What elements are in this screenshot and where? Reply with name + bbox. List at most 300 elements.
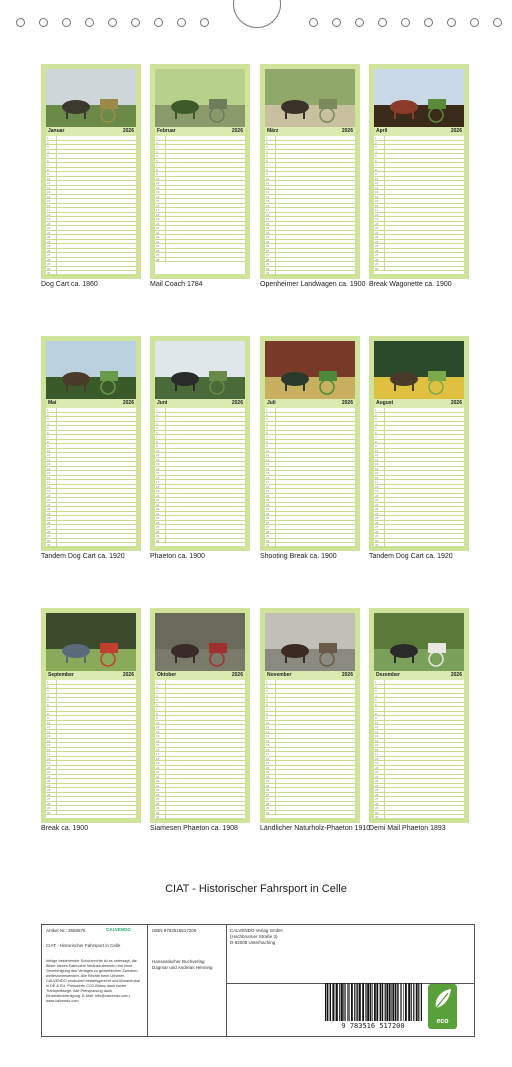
calvendo-address-1: CALVENDO Verlag GmbH	[230, 928, 283, 933]
day-number: 11	[47, 181, 51, 185]
day-number: 14	[47, 738, 51, 743]
month-year: 2026	[341, 672, 353, 678]
day-number: 7	[266, 435, 268, 439]
day-number: 19	[156, 217, 160, 221]
month-name: Dezember	[376, 672, 400, 678]
binding-hole	[39, 18, 48, 27]
day-number: 24	[266, 239, 270, 244]
day-number: 10	[47, 448, 51, 453]
month-header	[46, 127, 136, 136]
day-number: 9	[47, 172, 49, 176]
day-number: 16	[266, 747, 270, 752]
day-number: 27	[266, 797, 270, 801]
day-number: 8	[375, 711, 377, 716]
day-number: 13	[266, 462, 270, 466]
month-caption: Demi Mail Phaeton 1893	[369, 825, 446, 832]
month-caption: Dog Cart ca. 1860	[41, 281, 98, 288]
month-photo	[374, 341, 464, 399]
day-number: 13	[375, 734, 379, 738]
day-number: 21	[266, 770, 270, 774]
month-photo	[374, 69, 464, 127]
day-number: 5	[47, 426, 49, 430]
day-grid	[155, 680, 245, 818]
month-name: September	[48, 672, 74, 678]
day-number: 20	[47, 221, 51, 226]
day-number: 27	[375, 525, 379, 529]
day-number: 19	[375, 217, 379, 221]
day-number: 12	[156, 729, 160, 734]
day-number: 29	[47, 262, 51, 266]
binding-hole	[177, 18, 186, 27]
month-panel	[150, 64, 250, 279]
day-number: 7	[266, 163, 268, 167]
day-number: 15	[375, 199, 379, 203]
day-number: 1	[266, 408, 268, 412]
month-header	[265, 399, 355, 408]
month-year: 2026	[231, 400, 243, 406]
day-number: 21	[266, 498, 270, 502]
day-number: 3	[375, 417, 377, 421]
day-number: 25	[47, 788, 51, 792]
eco-label: eco	[436, 1018, 449, 1025]
day-number: 10	[266, 720, 270, 725]
day-number: 13	[375, 462, 379, 466]
day-number: 30	[47, 266, 51, 271]
day-number: 26	[156, 520, 160, 525]
calvendo-address-2: (Hochbrunner Straße 3)	[230, 934, 278, 939]
month-panel	[260, 64, 360, 279]
day-number: 20	[156, 221, 160, 226]
day-number: 23	[266, 235, 270, 239]
day-number: 22	[375, 774, 379, 779]
day-number: 15	[47, 471, 51, 475]
day-number: 24	[156, 511, 160, 516]
month-header	[155, 127, 245, 136]
day-number: 1	[156, 136, 158, 140]
eco-badge	[428, 984, 457, 1029]
day-grid	[155, 408, 245, 546]
authors: Dagmar und Andreas Henning	[152, 965, 213, 970]
month-photo	[155, 341, 245, 399]
info-middle-column	[148, 925, 227, 1036]
day-number: 4	[156, 421, 158, 426]
day-number: 22	[47, 502, 51, 507]
day-number: 5	[375, 698, 377, 702]
day-number: 2	[266, 684, 268, 689]
month-name: April	[376, 128, 388, 134]
day-number: 11	[156, 725, 160, 729]
day-number: 4	[266, 421, 268, 426]
day-number: 30	[375, 538, 379, 543]
day-number: 1	[156, 408, 158, 412]
day-number: 5	[47, 154, 49, 158]
day-number: 19	[47, 489, 51, 493]
day-number: 5	[266, 154, 268, 158]
day-number: 10	[266, 448, 270, 453]
day-number: 28	[266, 801, 270, 806]
day-number: 24	[47, 511, 51, 516]
barcode	[323, 983, 423, 1023]
day-number: 20	[266, 221, 270, 226]
day-number: 6	[47, 430, 49, 435]
day-number: 12	[156, 457, 160, 462]
day-number: 21	[266, 226, 270, 230]
day-number: 28	[47, 529, 51, 534]
day-number: 15	[156, 471, 160, 475]
legal-text: Infolge bestehender Schutzrechte ist es untersagt, die Bilder dieses Kalenders herauszutrennen und ohne Genehmigung des Verlages zu gewerblichen Zwecken weiterzuverwenden. Alle Rechte beim Urheber. CALVENDO produziert bedarfsgerecht und klimaneutral in DE & EU. Preiswerte CO2-Bilanz dank kurzer Transportwege. Alle Preisplanung dank Einzelstückfertigung. E-Mail: info@calvendo.com | www.calvendo.com	[46, 959, 140, 1003]
day-number: 8	[47, 167, 49, 172]
day-number: 8	[156, 439, 158, 444]
day-number: 1	[156, 680, 158, 684]
month-panel	[41, 608, 141, 823]
day-number: 13	[47, 462, 51, 466]
month-header	[155, 671, 245, 680]
day-number: 30	[156, 810, 160, 815]
month-name: Juli	[267, 400, 276, 406]
day-number: 26	[375, 248, 379, 253]
binding-hole	[62, 18, 71, 27]
isbn: ISBN 9783516517200	[152, 928, 197, 933]
day-number: 1	[375, 136, 377, 140]
day-row	[46, 543, 136, 548]
day-grid	[155, 136, 245, 274]
day-number: 13	[156, 190, 160, 194]
month-photo	[155, 69, 245, 127]
day-grid	[265, 680, 355, 818]
day-number: 30	[266, 266, 270, 271]
month-panel	[150, 608, 250, 823]
day-number: 7	[375, 707, 377, 711]
day-number: 16	[47, 203, 51, 208]
day-number: 13	[47, 190, 51, 194]
month-name: Mai	[48, 400, 57, 406]
month-panel	[369, 64, 469, 279]
day-number: 23	[375, 235, 379, 239]
day-number: 13	[156, 734, 160, 738]
binding-hole	[355, 18, 364, 27]
day-number: 18	[375, 484, 379, 489]
day-number: 17	[266, 480, 270, 484]
day-number: 21	[156, 498, 160, 502]
day-number: 4	[375, 149, 377, 154]
day-number: 23	[375, 507, 379, 511]
day-number: 1	[375, 408, 377, 412]
day-number: 21	[375, 770, 379, 774]
day-number: 25	[266, 788, 270, 792]
day-number: 12	[375, 729, 379, 734]
day-number: 23	[47, 507, 51, 511]
month-name: Oktober	[157, 672, 177, 678]
day-number: 4	[266, 693, 268, 698]
month-caption: Tandem Dog Cart ca. 1920	[369, 553, 453, 560]
day-number: 23	[47, 235, 51, 239]
month-caption: Mail Coach 1784	[150, 281, 203, 288]
day-number: 9	[156, 172, 158, 176]
day-number: 17	[47, 208, 51, 212]
month-year: 2026	[450, 128, 462, 134]
day-grid	[374, 680, 464, 818]
month-photo	[374, 613, 464, 671]
day-number: 20	[156, 493, 160, 498]
day-number: 14	[47, 194, 51, 199]
day-number: 8	[156, 711, 158, 716]
day-number: 30	[156, 538, 160, 543]
day-number: 8	[47, 439, 49, 444]
day-number: 19	[266, 489, 270, 493]
day-number: 22	[156, 502, 160, 507]
day-number: 25	[375, 788, 379, 792]
day-number: 8	[266, 711, 268, 716]
day-number: 9	[156, 444, 158, 448]
day-number: 24	[156, 239, 160, 244]
day-number: 30	[266, 810, 270, 815]
day-number: 30	[266, 538, 270, 543]
day-number: 26	[375, 792, 379, 797]
day-number: 11	[156, 453, 160, 457]
day-number: 27	[375, 253, 379, 257]
day-number: 8	[266, 167, 268, 172]
day-number: 24	[375, 783, 379, 788]
binding-hole	[401, 18, 410, 27]
day-number: 12	[47, 729, 51, 734]
binding-hole	[85, 18, 94, 27]
day-number: 16	[375, 747, 379, 752]
day-number: 22	[266, 230, 270, 235]
day-number: 25	[375, 244, 379, 248]
day-number: 20	[156, 765, 160, 770]
month-name: August	[376, 400, 394, 406]
day-number: 12	[266, 457, 270, 462]
month-panel	[41, 64, 141, 279]
day-number: 3	[156, 689, 158, 693]
day-number: 8	[156, 167, 158, 172]
day-number: 31	[156, 815, 160, 819]
day-number: 23	[156, 779, 160, 783]
day-number: 2	[47, 684, 49, 689]
day-number: 12	[375, 185, 379, 190]
day-number: 7	[47, 707, 49, 711]
binding-hole	[493, 18, 502, 27]
month-header	[46, 399, 136, 408]
day-number: 15	[47, 199, 51, 203]
day-number: 20	[375, 765, 379, 770]
month-panel	[150, 336, 250, 551]
day-number: 9	[266, 444, 268, 448]
day-number: 17	[156, 752, 160, 756]
binding-hole	[470, 18, 479, 27]
day-number: 12	[266, 185, 270, 190]
day-number: 6	[156, 702, 158, 707]
day-number: 25	[266, 516, 270, 520]
day-number: 17	[156, 480, 160, 484]
day-row	[374, 815, 464, 820]
day-number: 17	[375, 480, 379, 484]
day-number: 17	[266, 752, 270, 756]
day-number: 6	[156, 158, 158, 163]
month-header	[46, 671, 136, 680]
day-number: 27	[47, 797, 51, 801]
day-number: 11	[375, 725, 379, 729]
month-photo	[46, 341, 136, 399]
binding-hole	[309, 18, 318, 27]
month-panel	[369, 608, 469, 823]
day-number: 25	[375, 516, 379, 520]
day-number: 9	[375, 444, 377, 448]
day-number: 28	[375, 801, 379, 806]
day-grid	[46, 408, 136, 546]
day-number: 26	[266, 248, 270, 253]
day-number: 28	[156, 529, 160, 534]
month-photo	[265, 69, 355, 127]
day-number: 26	[47, 792, 51, 797]
month-name: Januar	[48, 128, 65, 134]
day-number: 30	[375, 810, 379, 815]
day-number: 28	[156, 801, 160, 806]
day-number: 16	[375, 203, 379, 208]
day-number: 6	[266, 158, 268, 163]
day-number: 11	[156, 181, 160, 185]
month-header	[155, 399, 245, 408]
day-number: 3	[47, 417, 49, 421]
day-number: 30	[47, 538, 51, 543]
day-number: 20	[266, 493, 270, 498]
month-name: März	[267, 128, 279, 134]
day-number: 15	[156, 199, 160, 203]
day-number: 7	[156, 707, 158, 711]
day-number: 20	[47, 493, 51, 498]
day-number: 16	[266, 203, 270, 208]
day-number: 3	[266, 417, 268, 421]
day-number: 29	[266, 534, 270, 538]
month-year: 2026	[122, 672, 134, 678]
day-number: 9	[47, 444, 49, 448]
day-grid	[46, 136, 136, 274]
day-number: 1	[47, 408, 49, 412]
day-number: 21	[375, 226, 379, 230]
day-number: 19	[156, 489, 160, 493]
day-number: 4	[47, 149, 49, 154]
day-number: 31	[266, 271, 270, 275]
day-number: 3	[156, 417, 158, 421]
day-number: 18	[375, 756, 379, 761]
month-photo	[46, 613, 136, 671]
month-panel	[369, 336, 469, 551]
day-number: 2	[266, 140, 268, 145]
day-row	[265, 271, 355, 276]
day-number: 23	[266, 507, 270, 511]
day-number: 14	[156, 466, 160, 471]
day-number: 10	[156, 448, 160, 453]
day-grid	[46, 680, 136, 818]
day-number: 11	[47, 453, 51, 457]
day-number: 2	[156, 140, 158, 145]
day-number: 27	[156, 797, 160, 801]
day-row	[265, 543, 355, 548]
day-grid	[374, 136, 464, 274]
month-year: 2026	[122, 128, 134, 134]
day-number: 24	[47, 239, 51, 244]
day-number: 24	[266, 511, 270, 516]
day-number: 23	[266, 779, 270, 783]
day-number: 5	[156, 426, 158, 430]
day-number: 24	[156, 783, 160, 788]
day-number: 3	[266, 145, 268, 149]
day-number: 13	[266, 190, 270, 194]
day-number: 6	[47, 702, 49, 707]
month-year: 2026	[231, 128, 243, 134]
day-number: 12	[47, 457, 51, 462]
day-number: 11	[375, 453, 379, 457]
day-number: 1	[47, 680, 49, 684]
day-number: 4	[375, 693, 377, 698]
day-number: 28	[47, 257, 51, 262]
calendar-title: CIAT - Historischer Fahrsport in Celle	[165, 883, 347, 895]
day-number: 18	[266, 212, 270, 217]
day-number: 9	[266, 716, 268, 720]
month-name: Februar	[157, 128, 176, 134]
month-header	[265, 127, 355, 136]
day-number: 6	[375, 158, 377, 163]
day-number: 11	[266, 725, 270, 729]
day-number: 29	[266, 262, 270, 266]
day-number: 28	[375, 529, 379, 534]
day-number: 29	[266, 806, 270, 810]
day-number: 26	[47, 520, 51, 525]
day-number: 24	[375, 511, 379, 516]
day-number: 21	[375, 498, 379, 502]
day-number: 5	[266, 426, 268, 430]
day-number: 7	[375, 435, 377, 439]
day-number: 17	[156, 208, 160, 212]
day-number: 5	[375, 154, 377, 158]
day-number: 16	[375, 475, 379, 480]
day-number: 2	[47, 140, 49, 145]
day-number: 3	[266, 689, 268, 693]
day-number: 14	[375, 466, 379, 471]
binding-hole	[332, 18, 341, 27]
day-number: 14	[375, 194, 379, 199]
day-number: 24	[266, 783, 270, 788]
day-number: 13	[47, 734, 51, 738]
day-number: 6	[47, 158, 49, 163]
day-row	[265, 811, 355, 816]
day-number: 15	[375, 471, 379, 475]
day-number: 9	[47, 716, 49, 720]
month-year: 2026	[450, 400, 462, 406]
day-number: 17	[375, 752, 379, 756]
day-row	[46, 271, 136, 276]
day-number: 31	[47, 271, 51, 275]
day-number: 16	[156, 203, 160, 208]
binding-hole	[154, 18, 163, 27]
month-photo	[46, 69, 136, 127]
day-number: 1	[266, 136, 268, 140]
month-year: 2026	[450, 672, 462, 678]
article-number: Artikel Nr.: 3568676	[46, 928, 86, 933]
day-number: 31	[375, 543, 379, 547]
day-number: 12	[156, 185, 160, 190]
day-number: 22	[156, 774, 160, 779]
day-number: 25	[47, 516, 51, 520]
month-year: 2026	[122, 400, 134, 406]
day-number: 26	[47, 248, 51, 253]
day-number: 1	[266, 680, 268, 684]
day-number: 26	[266, 520, 270, 525]
day-number: 7	[156, 163, 158, 167]
day-number: 26	[375, 520, 379, 525]
day-grid	[265, 408, 355, 546]
publisher: Hanseatischer Buchverlag	[152, 959, 205, 964]
